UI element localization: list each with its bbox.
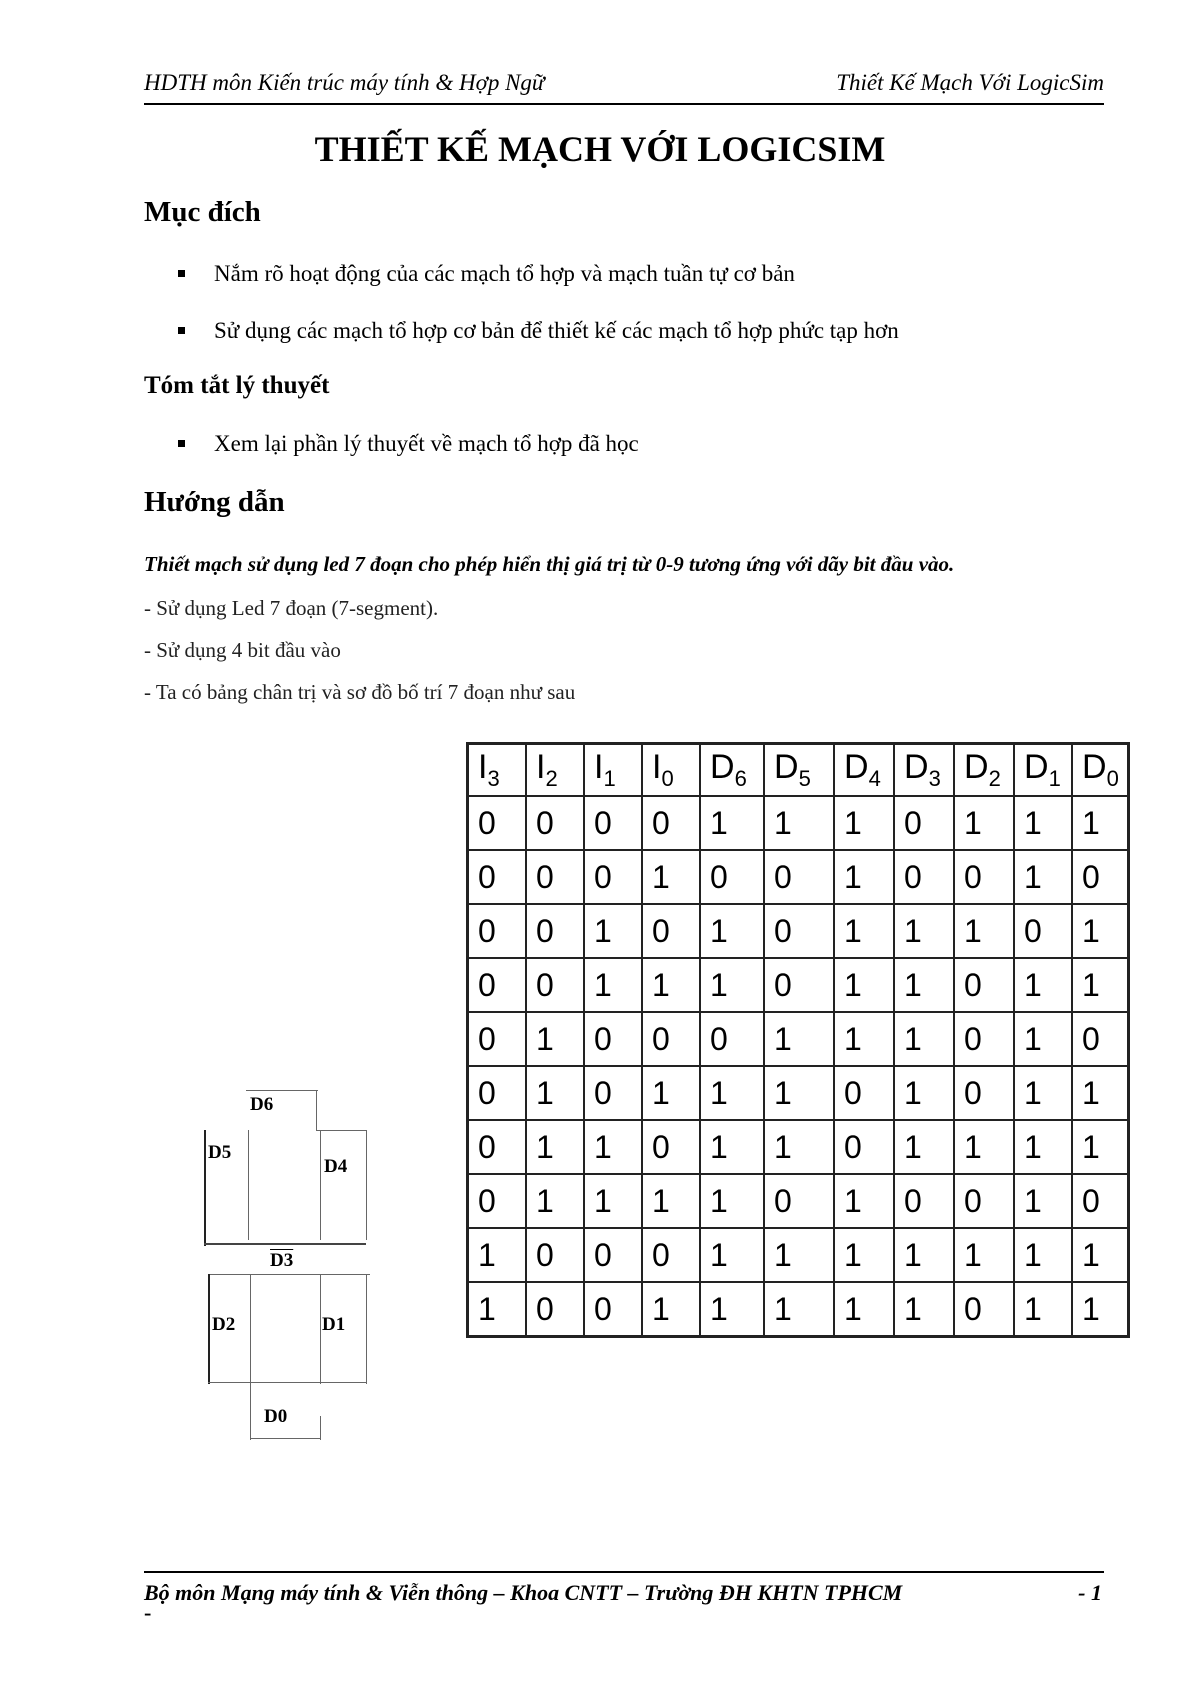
segment-line — [366, 1130, 367, 1240]
table-cell: 1 — [1014, 1066, 1072, 1120]
header-base: I — [536, 748, 546, 787]
table-cell: 1 — [1014, 1282, 1072, 1337]
heading-purpose: Mục đích — [144, 196, 261, 228]
table-cell: 1 — [834, 850, 894, 904]
table-cell: 0 — [1072, 1174, 1129, 1228]
guide-line: - Ta có bảng chân trị và sơ đồ bố trí 7 đoạn như sau — [144, 680, 576, 704]
page-number: - 1 — [1078, 1580, 1102, 1605]
segment-line — [208, 1274, 210, 1384]
table-row — [468, 1174, 1129, 1228]
header-base: I — [594, 748, 604, 787]
label-d3: D3 — [270, 1250, 294, 1271]
table-cell: 0 — [642, 904, 700, 958]
table-header-cell — [584, 744, 642, 797]
segment-line — [316, 1130, 366, 1131]
table-cell: 1 — [1072, 904, 1129, 958]
table-cell: 0 — [1072, 1012, 1129, 1066]
header-subscript: 1 — [603, 765, 616, 791]
list-item: Xem lại phần lý thuyết về mạch tổ hợp đã học — [176, 429, 639, 486]
table-cell: 1 — [954, 1120, 1014, 1174]
table-cell: 1 — [700, 904, 764, 958]
table-cell: 0 — [954, 1282, 1014, 1337]
table-cell: 0 — [642, 796, 700, 850]
segment-line — [316, 1090, 317, 1130]
table-cell: 1 — [894, 1228, 954, 1282]
table-cell: 1 — [526, 1174, 584, 1228]
table-row — [468, 796, 1129, 850]
header-base: D — [710, 748, 735, 787]
table-cell: 0 — [894, 1174, 954, 1228]
segment-line — [208, 1382, 366, 1383]
table-row — [468, 1066, 1129, 1120]
table-cell: 1 — [700, 1066, 764, 1120]
heading-theory: Tóm tắt lý thuyết — [144, 372, 330, 399]
header-subscript: 5 — [798, 765, 811, 791]
table-header-row — [468, 744, 1129, 797]
table-cell: 0 — [642, 1120, 700, 1174]
table-cell: 0 — [642, 1228, 700, 1282]
header-subscript: 6 — [734, 765, 747, 791]
table-header-cell — [894, 744, 954, 797]
theory-list — [176, 429, 639, 486]
table-cell: 0 — [468, 850, 527, 904]
table-cell: 0 — [584, 1228, 642, 1282]
table-cell: 1 — [526, 1066, 584, 1120]
table-cell: 1 — [642, 958, 700, 1012]
segment-line — [246, 1090, 318, 1091]
table-row — [468, 1120, 1129, 1174]
table-row — [468, 1228, 1129, 1282]
table-cell: 0 — [468, 1120, 527, 1174]
table-cell: 1 — [834, 1012, 894, 1066]
list-item: Sử dụng các mạch tổ hợp cơ bản để thiết kế các mạch tổ hợp phức tạp hơn — [176, 316, 899, 373]
table-cell: 1 — [584, 1120, 642, 1174]
table-row — [468, 904, 1129, 958]
segment-line — [250, 1438, 320, 1439]
header-subscript: 3 — [928, 765, 941, 791]
table-cell: 1 — [1072, 1120, 1129, 1174]
table-cell: 1 — [894, 1066, 954, 1120]
table-cell: 0 — [834, 1066, 894, 1120]
table-cell: 1 — [1072, 796, 1129, 850]
table-cell: 1 — [764, 1066, 834, 1120]
table-cell: 1 — [526, 1120, 584, 1174]
table-cell: 0 — [894, 796, 954, 850]
table-cell: 0 — [468, 796, 527, 850]
table-cell: 1 — [834, 1174, 894, 1228]
table-cell: 1 — [700, 1174, 764, 1228]
table-cell: 0 — [642, 1012, 700, 1066]
table-cell: 1 — [1014, 796, 1072, 850]
segment-line — [204, 1243, 366, 1245]
table-cell: 1 — [764, 1228, 834, 1282]
table-cell: 1 — [642, 1174, 700, 1228]
table-cell: 1 — [894, 1012, 954, 1066]
header-base: D — [1082, 748, 1107, 787]
seven-segment-diagram — [200, 1090, 400, 1427]
table-cell: 1 — [834, 958, 894, 1012]
table-cell: 1 — [700, 958, 764, 1012]
table-header-cell — [834, 744, 894, 797]
guide-line: - Sử dụng 4 bit đầu vào — [144, 638, 341, 662]
table-cell: 0 — [584, 796, 642, 850]
table-cell: 1 — [584, 958, 642, 1012]
table-cell: 0 — [1014, 904, 1072, 958]
table-cell: 1 — [1014, 1120, 1072, 1174]
heading-guide: Hướng dẫn — [144, 486, 285, 518]
table-cell: 1 — [642, 850, 700, 904]
header-right: Thiết Kế Mạch Với LogicSim — [836, 70, 1104, 95]
table-cell: 1 — [764, 1120, 834, 1174]
table-cell: 0 — [526, 958, 584, 1012]
table-cell: 0 — [764, 850, 834, 904]
table-cell: 1 — [468, 1282, 527, 1337]
guide-line: - Sử dụng Led 7 đoạn (7-segment). — [144, 596, 439, 620]
table-body — [468, 796, 1129, 1337]
table-cell: 1 — [954, 1228, 1014, 1282]
table-cell: 0 — [764, 958, 834, 1012]
table-cell: 0 — [526, 1228, 584, 1282]
table-cell: 0 — [526, 850, 584, 904]
header-subscript: 2 — [988, 765, 1001, 791]
table-cell: 0 — [468, 1066, 527, 1120]
header-base: I — [478, 748, 488, 787]
table-cell: 1 — [894, 1120, 954, 1174]
table-cell: 1 — [584, 1174, 642, 1228]
header-base: D — [904, 748, 929, 787]
table-cell: 0 — [584, 1012, 642, 1066]
table-cell: 1 — [894, 904, 954, 958]
table-cell: 1 — [834, 1228, 894, 1282]
table-cell: 1 — [954, 796, 1014, 850]
table-cell: 0 — [468, 1012, 527, 1066]
purpose-list — [176, 259, 899, 373]
table-cell: 0 — [954, 850, 1014, 904]
table-cell: 0 — [584, 1066, 642, 1120]
segment-line — [248, 1130, 249, 1240]
truth-table — [466, 742, 1130, 1338]
label-d6: D6 — [250, 1094, 274, 1115]
header-base: D — [1024, 748, 1049, 787]
table-cell: 0 — [584, 850, 642, 904]
table-cell: 1 — [1014, 1012, 1072, 1066]
table-cell: 0 — [764, 904, 834, 958]
table-cell: 0 — [526, 1282, 584, 1337]
table-cell: 1 — [1072, 1228, 1129, 1282]
table-cell: 0 — [468, 958, 527, 1012]
footer-divider — [144, 1571, 1104, 1573]
table-cell: 0 — [700, 850, 764, 904]
label-d5: D5 — [208, 1142, 232, 1163]
segment-line — [204, 1130, 206, 1246]
table-cell: 1 — [1014, 958, 1072, 1012]
table-cell: 1 — [894, 958, 954, 1012]
list-item: Nắm rõ hoạt động của các mạch tổ hợp và mạch tuần tự cơ bản — [176, 259, 899, 316]
footer-left: Bộ môn Mạng máy tính & Viễn thông – Khoa CNTT – Trường ĐH KHTN TPHCM — [144, 1580, 903, 1605]
segment-line — [208, 1274, 370, 1275]
table-cell: 0 — [894, 850, 954, 904]
table-cell: 1 — [642, 1066, 700, 1120]
table-cell: 1 — [1072, 958, 1129, 1012]
table-cell: 0 — [526, 904, 584, 958]
table-header-cell — [764, 744, 834, 797]
label-d2: D2 — [212, 1314, 236, 1335]
table-cell: 1 — [954, 904, 1014, 958]
segment-line — [366, 1274, 367, 1384]
table-cell: 1 — [526, 1012, 584, 1066]
segment-line — [320, 1274, 321, 1384]
table-cell: 0 — [954, 1012, 1014, 1066]
header-subscript: 1 — [1048, 765, 1061, 791]
table-header-cell — [526, 744, 584, 797]
table-cell: 0 — [834, 1120, 894, 1174]
header-subscript: 0 — [661, 765, 674, 791]
header-base: I — [652, 748, 662, 787]
table-cell: 1 — [468, 1228, 527, 1282]
table-cell: 0 — [700, 1012, 764, 1066]
table-header-cell — [468, 744, 527, 797]
table-row — [468, 850, 1129, 904]
table-header-cell — [642, 744, 700, 797]
page-title: THIẾT KẾ MẠCH VỚI LOGICSIM — [314, 129, 886, 169]
table-row — [468, 1282, 1129, 1337]
table-cell: 1 — [1072, 1066, 1129, 1120]
task-statement: Thiết mạch sử dụng led 7 đoạn cho phép hiển thị giá trị từ 0-9 tương ứng với dãy bit đầu vào. — [144, 552, 955, 576]
table-cell: 1 — [764, 796, 834, 850]
table-cell: 0 — [526, 796, 584, 850]
header-left: HDTH môn Kiến trúc máy tính & Hợp Ngữ — [144, 70, 545, 95]
table-header-cell — [1072, 744, 1129, 797]
table-cell: 0 — [954, 1174, 1014, 1228]
table-header-cell — [700, 744, 764, 797]
header-base: D — [964, 748, 989, 787]
table-cell: 1 — [894, 1282, 954, 1337]
label-d0: D0 — [264, 1406, 288, 1427]
table-cell: 1 — [834, 904, 894, 958]
label-d1: D1 — [322, 1314, 346, 1335]
table-cell: 0 — [954, 1066, 1014, 1120]
header-subscript: 0 — [1106, 765, 1119, 791]
label-d4: D4 — [324, 1156, 348, 1177]
table-row — [468, 958, 1129, 1012]
segment-line — [320, 1416, 321, 1440]
table-cell: 1 — [834, 796, 894, 850]
table-cell: 0 — [468, 904, 527, 958]
header-subscript: 2 — [545, 765, 558, 791]
footer-continuation: - — [144, 1600, 152, 1625]
table-row — [468, 1012, 1129, 1066]
table-cell: 1 — [700, 796, 764, 850]
table-cell: 1 — [642, 1282, 700, 1337]
header-divider — [144, 103, 1104, 105]
table-cell: 1 — [764, 1012, 834, 1066]
table-cell: 1 — [1014, 1174, 1072, 1228]
table-cell: 0 — [584, 1282, 642, 1337]
table-header-cell — [1014, 744, 1072, 797]
header-subscript: 3 — [487, 765, 500, 791]
table-cell: 1 — [1072, 1282, 1129, 1337]
table-cell: 1 — [834, 1282, 894, 1337]
table-cell: 1 — [700, 1228, 764, 1282]
table-cell: 0 — [468, 1174, 527, 1228]
table-cell: 1 — [1014, 1228, 1072, 1282]
header-base: D — [844, 748, 869, 787]
table-cell: 1 — [700, 1282, 764, 1337]
segment-line — [320, 1130, 321, 1240]
table-cell: 0 — [954, 958, 1014, 1012]
table-cell: 1 — [584, 904, 642, 958]
header-subscript: 4 — [868, 765, 881, 791]
table-cell: 1 — [764, 1282, 834, 1337]
table-header-cell — [954, 744, 1014, 797]
table-cell: 1 — [1014, 850, 1072, 904]
table-cell: 0 — [764, 1174, 834, 1228]
table-cell: 0 — [1072, 850, 1129, 904]
table-cell: 1 — [700, 1120, 764, 1174]
segment-line — [250, 1336, 251, 1440]
header-base: D — [774, 748, 799, 787]
